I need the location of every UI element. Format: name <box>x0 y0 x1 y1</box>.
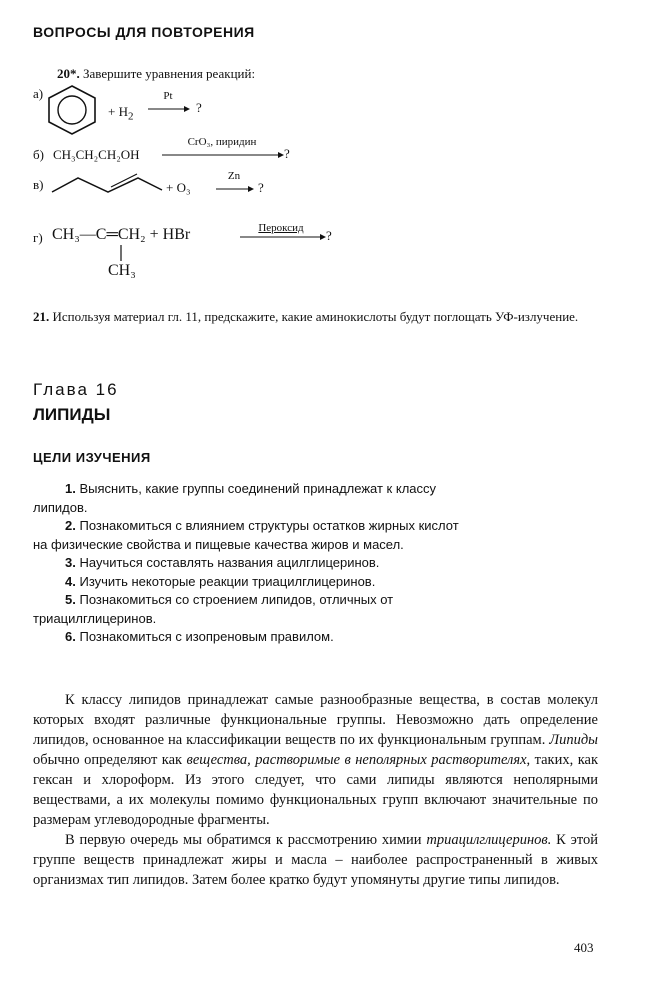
chapter-label: Глава 16 <box>33 380 119 399</box>
alkene-skeleton <box>50 170 165 196</box>
reaction-b-label: б) <box>33 147 44 162</box>
reaction-c-catalyst: Zn <box>227 170 241 182</box>
reaction-c-result: ? <box>258 180 264 195</box>
reaction-d-label: г) <box>33 230 43 245</box>
reaction-c-arrow <box>216 184 254 194</box>
reaction-a-catalyst: Pt <box>163 90 173 102</box>
question-21-text: Используя материал гл. 11, предскажите, какие аминокислоты будут поглощать УФ-излучение. <box>52 309 579 324</box>
reaction-c-reagent: + O₃ <box>166 180 191 195</box>
question-21 <box>33 308 613 326</box>
reaction-b-result: ? <box>284 146 290 161</box>
question-20-text: Завершите уравнения реакций: <box>83 66 256 81</box>
reaction-d-branch: CH₃ <box>108 262 136 279</box>
reaction-d-result: ? <box>326 228 332 243</box>
page-number: 403 <box>574 940 594 955</box>
reaction-b-catalyst: CrO₃, пиридин <box>187 136 257 148</box>
goal-item: 1. Выяснить, какие группы соединений принадлежат к классу липидов. <box>33 481 437 515</box>
reaction-b-arrow <box>162 150 284 160</box>
paragraph: К классу липидов принадлежат самые разнообразные вещества, в состав молекул которых входят различные функциональные группы. Невозможно дать определение липидов, основанное на классификации веществ по их функциональным группам. Липиды обычно определяют как вещества, растворимые в неполярных растворителях, таких, как гексан и хлороформ. Из этого следует, что сами липиды являются неполярными веществами, а их молекулы помимо функциональных групп включают значительные по размерам углеводородные фрагменты. <box>33 692 598 828</box>
reaction-c-label: в) <box>33 177 44 192</box>
reaction-a-label: а) <box>33 86 44 101</box>
reaction-d-branch-bond <box>119 245 123 262</box>
benzene-ring <box>42 82 102 138</box>
goal-item: 6. Познакомиться с изопреновым правилом. <box>65 629 334 644</box>
goals-list <box>33 480 463 647</box>
question-21-number: 21. <box>33 309 50 324</box>
reaction-b-formula: CH₃CH₂CH₂OH <box>53 147 140 162</box>
reaction-a-reagent: + $H_2$ <box>108 104 134 123</box>
goal-item: 4. Изучить некоторые реакции триацилглицеринов. <box>65 573 376 589</box>
reaction-d-arrow <box>240 232 326 242</box>
paragraph: В первую очередь мы обратимся к рассмотрению химии триацилглицеринов. К этой группе веществ принадлежат жиры и масла – наиболее распространенный в живых организмах тип липидов. Затем более кратко будут упомянуты другие типы липидов. <box>33 832 598 888</box>
goal-item: 2. Познакомиться с влиянием структуры остатков жирных кислот на физические свойства и пищевые качества жиров и масел. <box>33 518 459 552</box>
reaction-a-arrow <box>148 104 190 114</box>
section-title: ВОПРОСЫ ДЛЯ ПОВТОРЕНИЯ <box>33 24 255 40</box>
goal-item: 5. Познакомиться со строением липидов, отличных от триацилглицеринов. <box>33 592 394 626</box>
question-20 <box>57 66 255 82</box>
reaction-d-catalyst: Пероксид <box>258 222 304 234</box>
goals-title: ЦЕЛИ ИЗУЧЕНИЯ <box>33 450 151 465</box>
chapter-title: ЛИПИДЫ <box>33 405 111 424</box>
reaction-a-result: ? <box>196 100 202 115</box>
question-20-number: 20*. <box>57 66 80 81</box>
goal-item: 3. Научиться составлять названия ацилглицеринов. <box>65 555 380 570</box>
reaction-d-formula: CH₃—C═CH₂ + HBr <box>52 226 191 243</box>
body-text <box>33 690 598 890</box>
